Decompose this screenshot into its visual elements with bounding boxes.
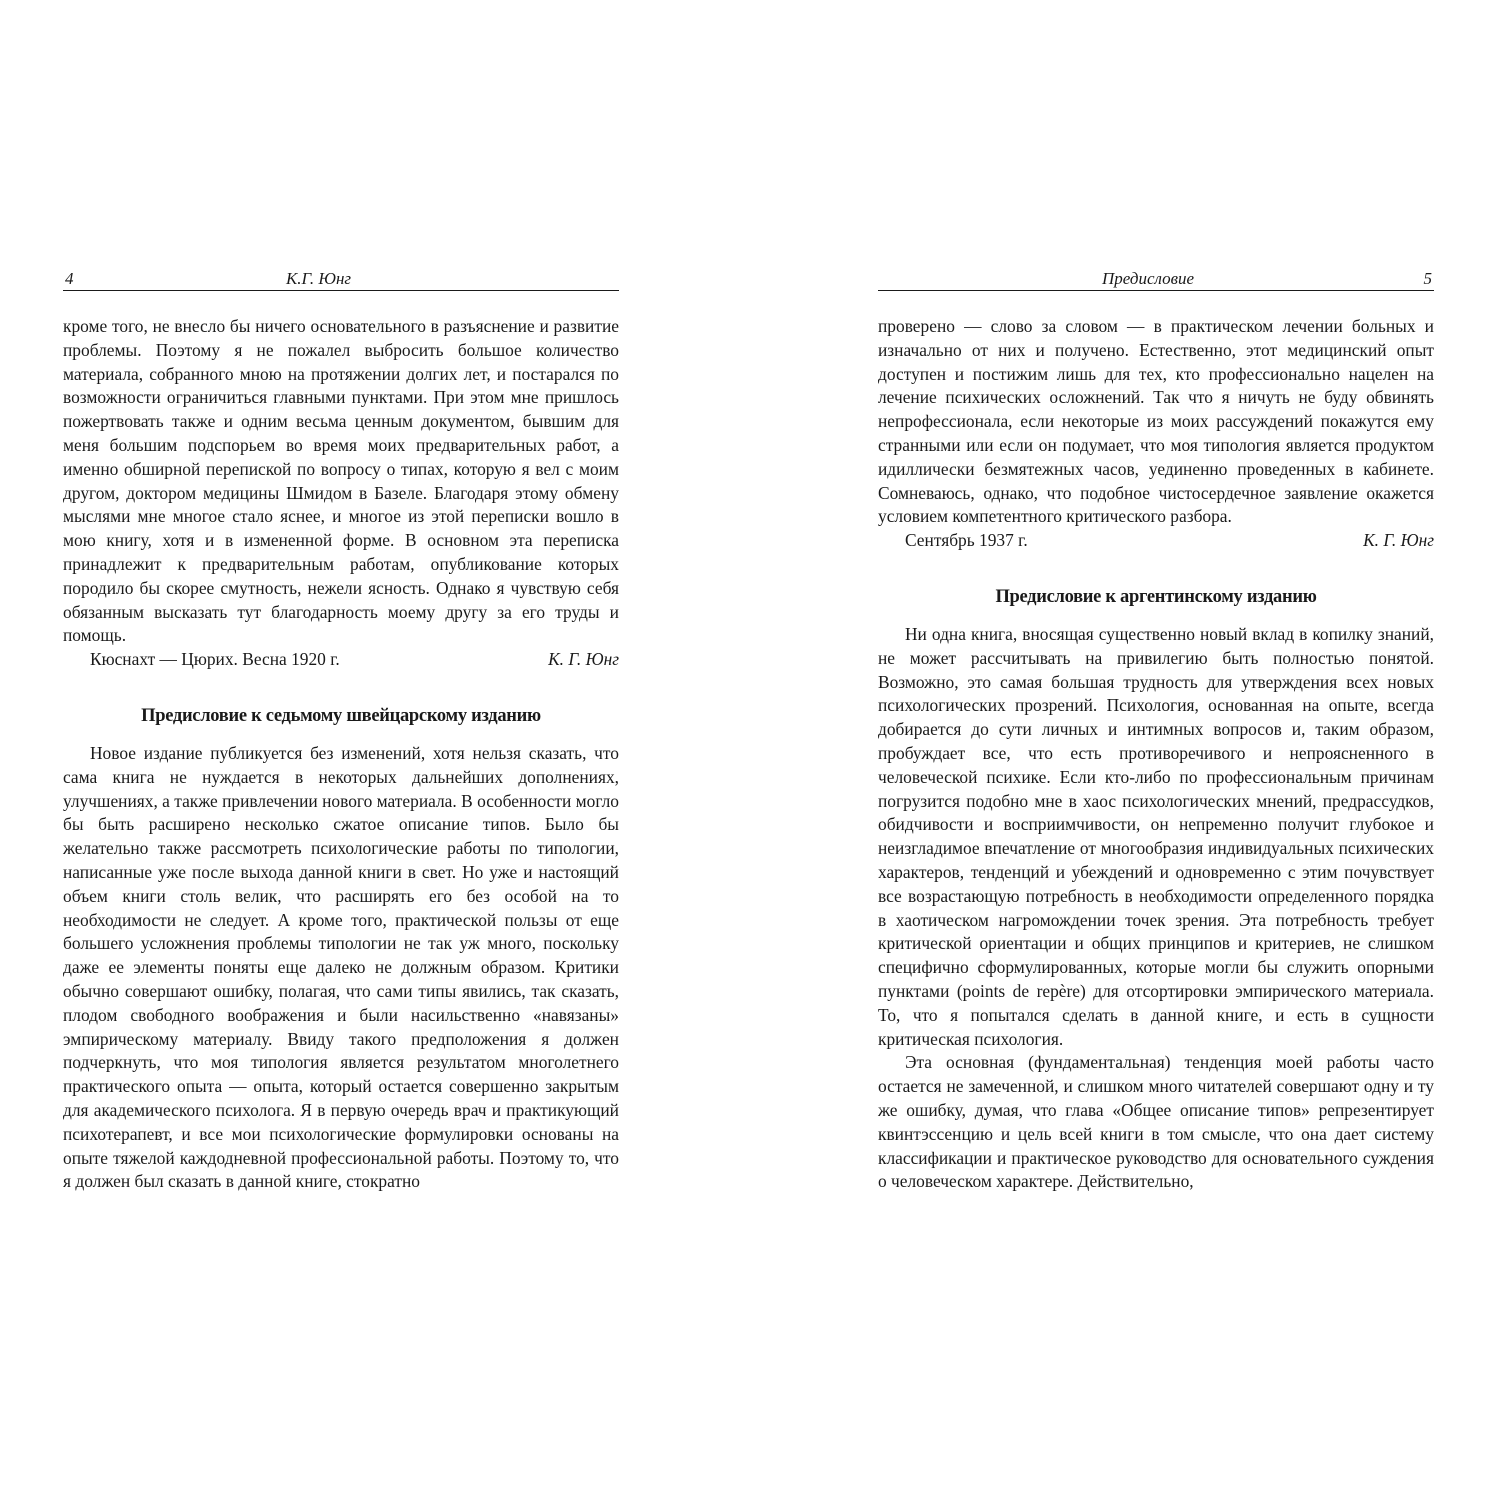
right-running-head-title: Предисловие <box>1102 269 1195 288</box>
right-page <box>878 268 1434 1194</box>
left-signature-author: К. Г. Юнг <box>548 649 619 670</box>
right-signature <box>878 529 1434 553</box>
left-signature-place: Кюснахт — Цюрих. Весна 1920 г. <box>90 649 340 670</box>
left-section-paragraph: Новое издание публикуется без изменений, хотя нельзя сказать, что сама книга не нуждается в некоторых дальнейших дополнениях, улучшениях, а также привлечении нового материала. В особенности могло бы быть расширено несколько сжатое описание типов. Было бы желательно также рассмотреть психологические работы по типологии, написанные уже после выхода данной книги в свет. Но уже и настоящий объем книги столь велик, что расширять его без особой на то необходимости не следует. А кроме того, практической пользы от еще большего усложнения проблемы типологии не так уж много, поскольку даже ее элементы поняты еще далеко не должным образом. Критики обычно совершают ошибку, полагая, что сами типы явились, так сказать, плодом свободного воображения и были насильственно «навязаны» эмпирическому материалу. Ввиду такого предположения я должен подчеркнуть, что моя типология является результатом многолетнего практического опыта — опыта, который остается совершенно закрытым для академического психолога. Я в первую очередь врач и практикующий психотерапевт, и все мои психологические формулировки основаны на опыте тяжелой каждодневной профессиональной работы. Поэтому то, что я должен был сказать в данной книге, стократно <box>63 742 619 1192</box>
left-page <box>63 268 619 1194</box>
left-page-number: 4 <box>65 269 74 288</box>
right-page-body <box>878 315 1434 1194</box>
right-signature-place: Сентябрь 1937 г. <box>905 530 1028 551</box>
right-running-head <box>878 268 1434 291</box>
right-continuation-paragraph: проверено — слово за словом — в практическом лечении больных и изначально от них и получено. Естественно, этот медицинский опыт доступен и постижим лишь для тех, кто профессионально нацелен на лечение психических осложнений. Так что я ничуть не буду обвинять непрофессионала, если некоторые из моих рассуждений покажутся ему странными или если он подумает, что моя типология является продуктом идиллически безмятежных часов, уединенно проведенных в кабинете. Сомневаюсь, однако, что подобное чистосердечное заявление окажется условием компетентного критического разбора. <box>878 316 1434 527</box>
right-section-paragraph-1: Ни одна книга, вносящая существенно новый вклад в копилку знаний, не может рассчитывать на привилегию быть полностью понятой. Возможно, это самая большая трудность для утверждения всех новых психологических прозрений. Психология, основанная на опыте, всегда добирается до сути личных и интимных вопросов и, таким образом, пробуждает все, что есть противоречивого и непроясненного в человеческой психике. Если кто-либо по профессиональным причинам погрузится подобно мне в хаос психологических мнений, предрассудков, обидчивости и восприимчивости, он непременно получит глубокое и неизгладимое впечатление от многообразия индивидуальных психических характеров, тенденций и убеждений и одновременно с этим почувствует все возрастающую потребность в необходимости определенного порядка в хаотическом нагромождении точек зрения. Эта потребность требует критической ориентации и общих принципов и критериев, не слишком специфично сформулированных, которые могли бы служить опорными пунктами (points de repère) для отсортировки эмпирического материала. То, что я попытался сделать в данной книге, и есть в сущности критическая психология. <box>878 623 1434 1049</box>
right-section-heading: Предисловие к аргентинскому изданию <box>995 586 1317 607</box>
right-section-paragraph-2: Эта основная (фундаментальная) тенденция моей работы часто остается не замеченной, и слишком много читателей совершают одну и ту же ошибку, думая, что глава «Общее описание типов» репрезентирует квинтэссенцию и цель всей книги в том смысле, что она дает систему классификации и практическое руководство для основательного суждения о человеческом характере. Действительно, <box>878 1052 1434 1192</box>
right-page-number: 5 <box>1423 269 1432 288</box>
left-page-body <box>63 315 619 1194</box>
left-continuation-paragraph: кроме того, не внесло бы ничего основательного в разъяснение и развитие проблемы. Поэтому я не пожалел выбросить большое количество материала, собранного мною на протяжении долгих лет, и постарался по возможности ограничиться главными пунктами. При этом мне пришлось пожертвовать также и одним весьма ценным документом, бывшим для меня большим подспорьем во время моих предварительных работ, а именно обширной перепиской по вопросу о типах, которую я вел с моим другом, доктором медицины Шмидом в Базеле. Благодаря этому обмену мыслями мне многое стало яснее, и многое из этой переписки вошло в мою книгу, хотя и в измененной форме. В основном эта переписка принадлежит к предварительным работам, опубликование которых породило бы скорее смутность, нежели ясность. Однако я чувствую себя обязанным высказать тут благодарность моему другу за его труды и помощь. <box>63 316 619 646</box>
left-section-heading: Предисловие к седьмому швейцарскому изданию <box>141 705 541 726</box>
left-running-head-title: К.Г. Юнг <box>286 269 352 288</box>
left-running-head <box>63 268 619 291</box>
left-signature <box>63 648 619 672</box>
right-signature-author: К. Г. Юнг <box>1363 530 1434 551</box>
